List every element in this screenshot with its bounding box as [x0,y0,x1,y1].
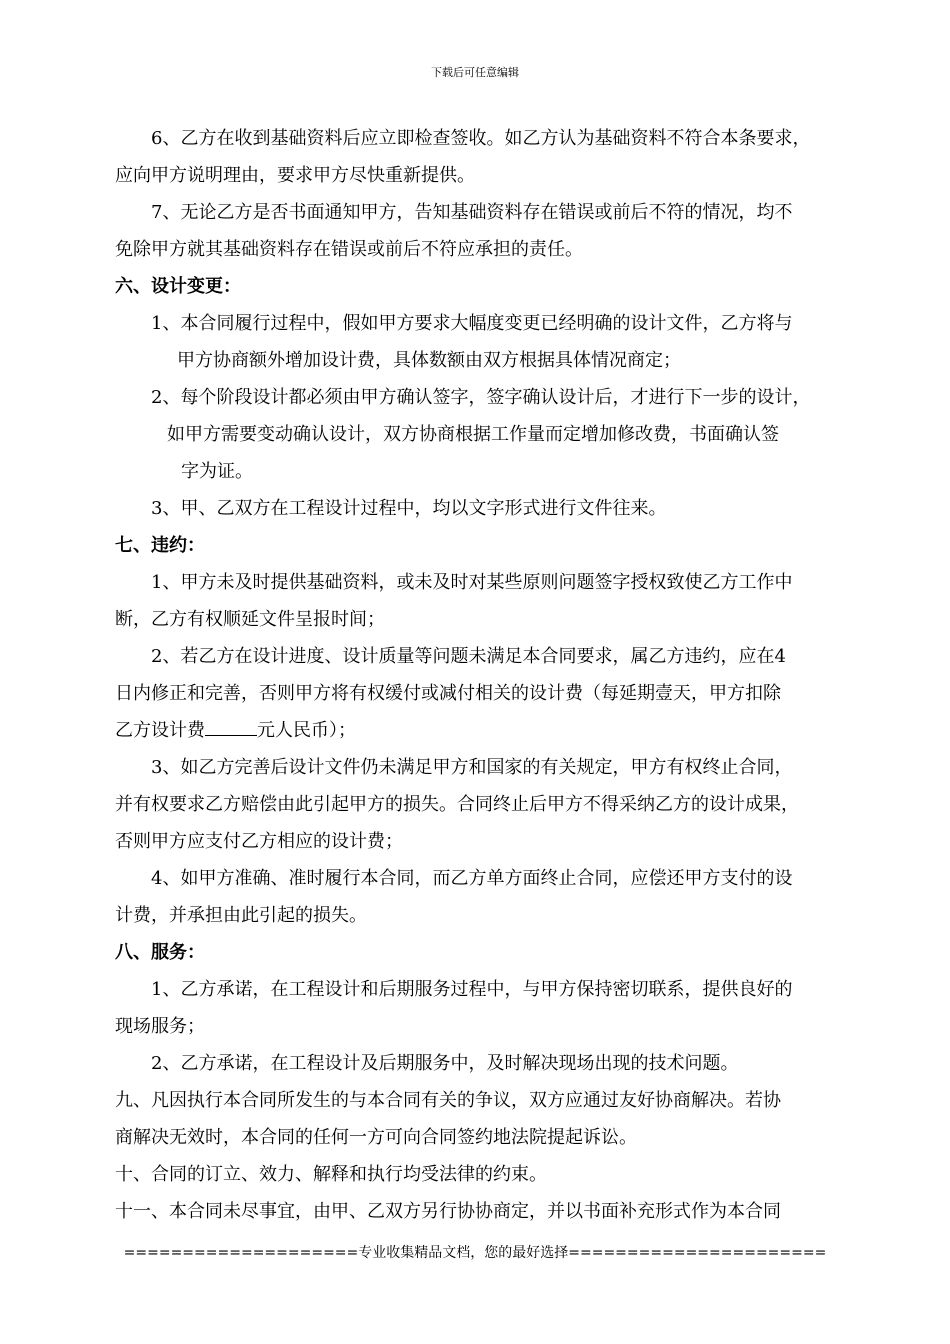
page-footer-note: ====================专业收集精品文档，您的最好选择====================== [123,1245,827,1261]
clause-11-line-1: 十一、本合同未尽事宜，由甲、乙双方另行协协商定，并以书面补充形式作为本合同 [115,1201,781,1222]
clause-8-1-line-2: 现场服务； [115,1016,205,1037]
contract-body [115,120,845,1230]
clause-8-2-line-1: 2、乙方承诺，在工程设计及后期服务中，及时解决现场出现的技术问题。 [151,1053,739,1074]
section-heading-design-change: 六、设计变更： [115,276,241,297]
clause-7-1-line-2: 断，乙方有权顺延文件呈报时间； [115,609,385,630]
clause-6-1-line-1: 1、本合同履行过程中，假如甲方要求大幅度变更已经明确的设计文件，乙方将与 [151,313,793,334]
clause-8-1-line-1: 1、乙方承诺，在工程设计和后期服务过程中，与甲方保持密切联系，提供良好的 [151,979,793,1000]
clause-5-7-line-2: 免除甲方就其基础资料存在错误或前后不符应承担的责任。 [115,239,583,260]
clause-7-2-line-2: 日内修正和完善，否则甲方将有权缓付或减付相关的设计费（每延期壹天，甲方扣除 [115,683,781,704]
page-header-note: 下载后可任意编辑 [431,66,519,79]
clause-5-7-line-1: 7、无论乙方是否书面通知甲方，告知基础资料存在错误或前后不符的情况，均不 [151,202,793,223]
fee-unit: 元人民币）； [257,720,356,741]
clause-5-6-line-2: 应向甲方说明理由，要求甲方尽快重新提供。 [115,165,475,186]
fee-amount-blank [205,713,257,736]
clause-7-3-line-1: 3、如乙方完善后设计文件仍未满足甲方和国家的有关规定，甲方有权终止合同， [151,757,793,778]
clause-7-2-line-1: 2、若乙方在设计进度、设计质量等问题未满足本合同要求，属乙方违约，应在4 [151,646,786,667]
clause-7-4-line-2: 计费，并承担由此引起的损失。 [115,905,367,926]
clause-6-3-line-1: 3、甲、乙双方在工程设计过程中，均以文字形式进行文件往来。 [151,498,667,519]
clause-7-2-line-3 [115,712,845,749]
section-heading-breach: 七、违约： [115,535,205,556]
clause-5-6-line-1: 6、乙方在收到基础资料后应立即检查签收。如乙方认为基础资料不符合本条要求， [151,128,811,149]
section-heading-service: 八、服务： [115,942,205,963]
clause-6-1-line-2: 甲方协商额外增加设计费，具体数额由双方根据具体情况商定； [177,350,681,371]
clause-6-2-line-1: 2、每个阶段设计都必须由甲方确认签字，签字确认设计后，才进行下一步的设计， [151,387,811,408]
clause-7-3-line-3: 否则甲方应支付乙方相应的设计费； [115,831,403,852]
clause-7-3-line-2: 并有权要求乙方赔偿由此引起甲方的损失。合同终止后甲方不得采纳乙方的设计成果， [115,794,799,815]
clause-10-line-1: 十、合同的订立、效力、解释和执行均受法律的约束。 [115,1164,547,1185]
clause-6-2-line-3: 字为证。 [181,461,253,482]
fee-label: 乙方设计费 [115,720,205,741]
clause-6-2-line-2: 如甲方需要变动确认设计，双方协商根据工作量而定增加修改费，书面确认签 [167,424,779,445]
clause-7-4-line-1: 4、如甲方准确、准时履行本合同，而乙方单方面终止合同，应偿还甲方支付的设 [151,868,793,889]
clause-7-1-line-1: 1、甲方未及时提供基础资料，或未及时对某些原则问题签字授权致使乙方工作中 [151,572,793,593]
clause-9-line-2: 商解决无效时，本合同的任何一方可向合同签约地法院提起诉讼。 [115,1127,637,1148]
clause-9-line-1: 九、凡因执行本合同所发生的与本合同有关的争议，双方应通过友好协商解决。若协 [115,1090,781,1111]
